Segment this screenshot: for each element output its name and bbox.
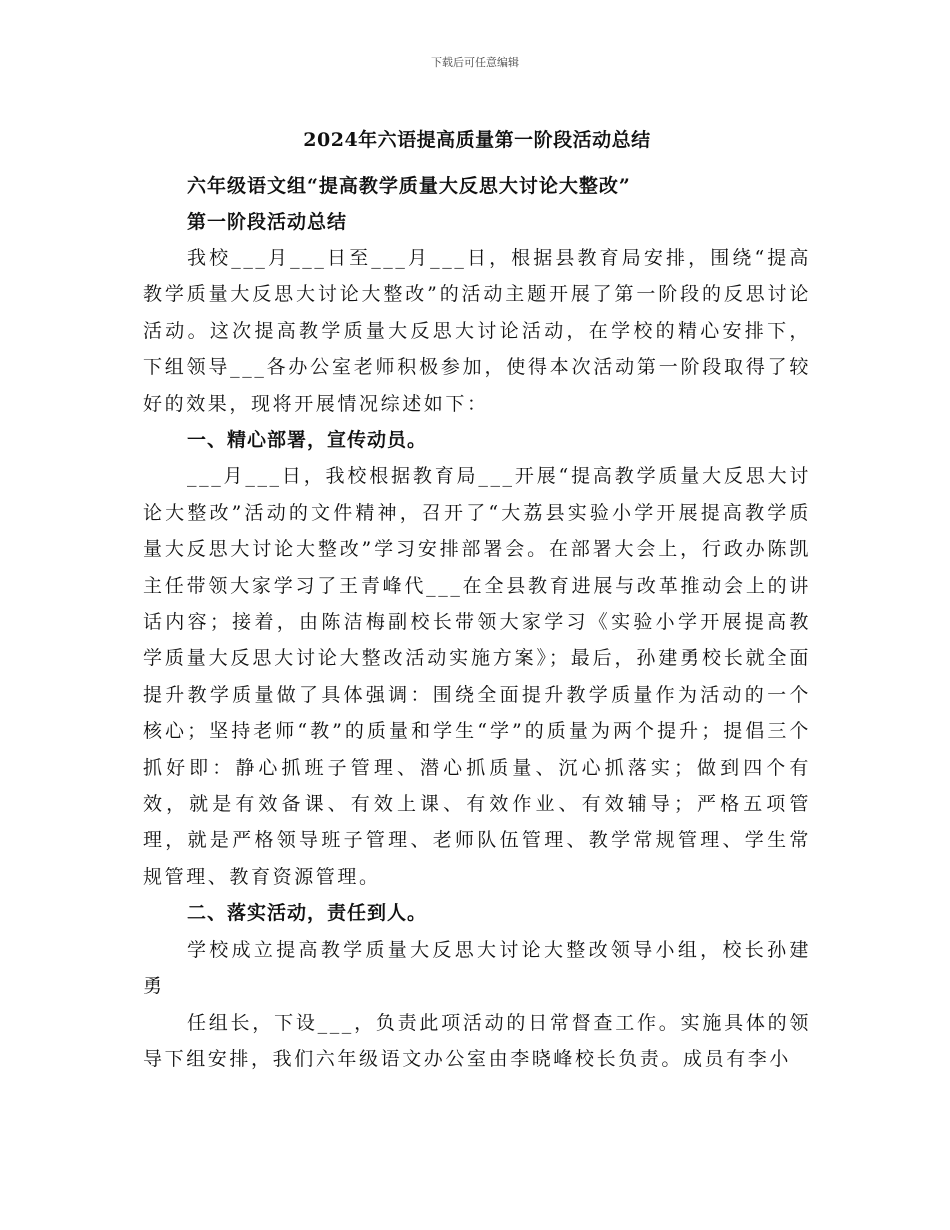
intro-paragraph: 我校___月___日至___月___日，根据县教育局安排，围绕“提高教学质量大反思大讨论大整改”的活动主题开展了第一阶段的反思讨论活动。这次提高教学质量大反思大讨论活动，在学校的精心安排下，下组领导___各办公室老师积极参加，使得本次活动第一阶段取得了较好的效果，现将开展情况综述如下： — [143, 247, 811, 415]
document-subtitle-line2: 第一阶段活动总结 — [187, 211, 348, 233]
section2-heading: 二、落实活动，责任到人。 — [187, 902, 428, 925]
document-title: 2024年六语提高质量第一阶段活动总结 — [303, 129, 651, 151]
section2-paragraph2: 任组长，下设___，负责此项活动的日常督查工作。实施具体的领导下组安排，我们六年级语文办公室由李晓峰校长负责。成员有李小 — [143, 1011, 811, 1070]
section2-paragraph1: 学校成立提高教学质量大反思大讨论大整改领导小组，校长孙建勇 — [143, 938, 811, 998]
document-subtitle-line1: 六年级语文组“提高教学质量大反思大讨论大整改” — [187, 175, 631, 197]
document-body — [143, 120, 811, 1077]
section1-paragraph: ___月___日，我校根据教育局___开展“提高教学质量大反思大讨论大整改”活动的文件精神，召开了“大荔县实验小学开展提高教学质量大反思大讨论大整改”学习安排部署会。在部署大会上，行政办陈凯主任带领大家学习了王青峰代___在全县教育进展与改革推动会上的讲话内容；接着，由陈洁梅副校长带领大家学习《实验小学开展提高教学质量大反思大讨论大整改活动实施方案》；最后，孙建勇校长就全面提升教学质量做了具体强调：围绕全面提升教学质量作为活动的一个核心；坚持老师“教”的质量和学生“学”的质量为两个提升；提倡三个抓好即：静心抓班子管理、潜心抓质量、沉心抓落实；做到四个有效，就是有效备课、有效上课、有效作业、有效辅导；严格五项管理，就是严格领导班子管理、老师队伍管理、教学常规管理、学生常规管理、教育资源管理。 — [143, 465, 811, 888]
page-header-note: 下载后可任意编辑 — [431, 56, 519, 69]
section1-heading: 一、精心部署，宣传动员。 — [187, 429, 428, 452]
